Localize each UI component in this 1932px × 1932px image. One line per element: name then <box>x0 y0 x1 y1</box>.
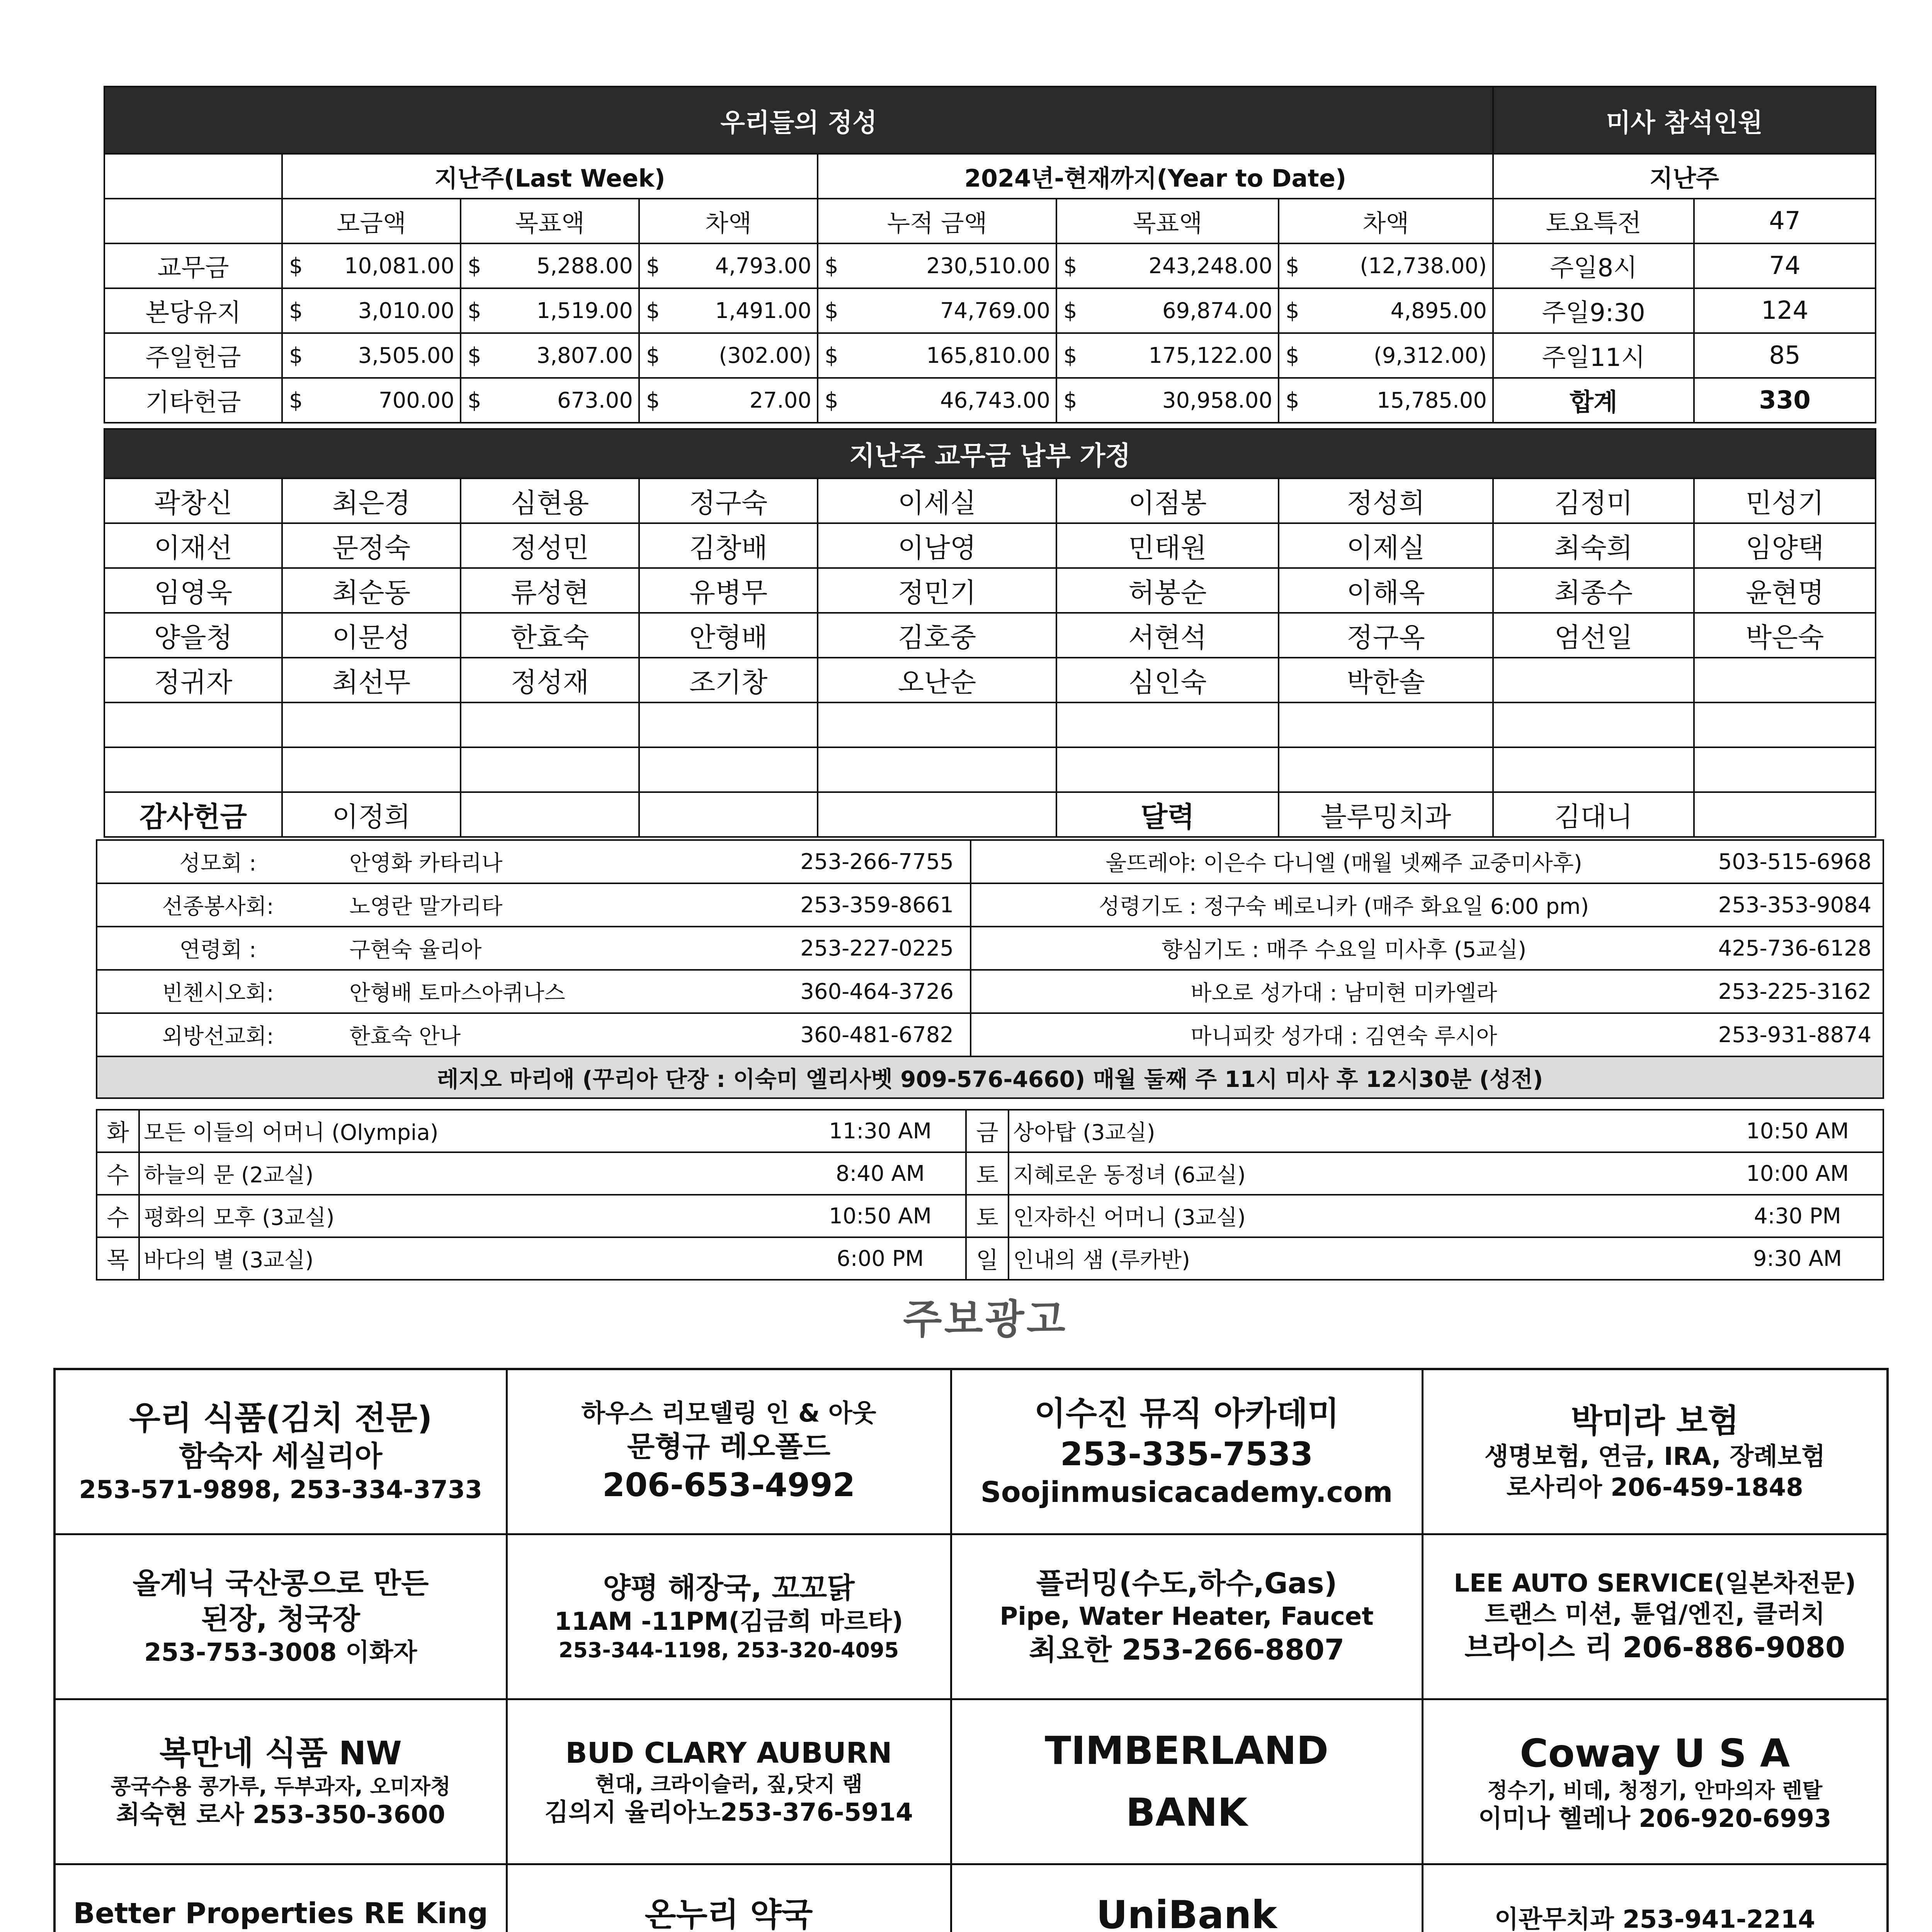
meeting-day: 토 <box>966 1152 1009 1195</box>
blank-cell <box>461 747 639 792</box>
donor-families-table <box>104 428 1876 838</box>
calendar-name: 김대니 <box>1493 792 1694 837</box>
meeting-day: 금 <box>966 1110 1009 1152</box>
donor-name: 조기창 <box>639 658 818 702</box>
donor-name: 정성민 <box>461 523 639 568</box>
ad-line: LEE AUTO SERVICE(일본차전문) <box>1454 1569 1856 1598</box>
donor-name: 엄선일 <box>1493 613 1694 658</box>
society-row <box>97 970 971 1013</box>
blank-cell <box>1056 702 1279 747</box>
donor-name: 김호중 <box>818 613 1056 658</box>
donor-name: 임양택 <box>1694 523 1876 568</box>
donor-name: 민성기 <box>1694 478 1876 523</box>
society-name: 성모회 : <box>179 851 257 876</box>
societies-table <box>96 839 1884 1099</box>
society-name: 외방선교회: <box>162 1024 274 1049</box>
ad-line: 253-753-3008 이화자 <box>144 1638 417 1667</box>
meeting-row <box>139 1237 966 1280</box>
praesidium-name: 인내의 샘 (루카반) <box>1013 1248 1190 1273</box>
ad-line: 된장, 청국장 <box>201 1602 360 1636</box>
ad-line: 트랜스 미션, 튠업/엔진, 클러치 <box>1485 1600 1825 1629</box>
blank-cell <box>818 747 1056 792</box>
ad-line: TIMBERLAND <box>1044 1728 1329 1773</box>
donor-name: 한효숙 <box>461 613 639 658</box>
donor-name: 이재선 <box>104 523 282 568</box>
society-row <box>971 840 1883 883</box>
ad-line: 온누리 약국 <box>645 1896 813 1932</box>
donor-name: 심현용 <box>461 478 639 523</box>
amount-cell: $ (12,738.00) <box>1279 243 1493 288</box>
ad-line: 253-335-7533 <box>1060 1435 1313 1473</box>
col-header: 누적 금액 <box>818 199 1056 243</box>
society-row <box>97 883 971 927</box>
ad-line: BUD CLARY AUBURN <box>565 1736 892 1770</box>
ad-line: 최요한 253-266-8807 <box>1029 1633 1345 1667</box>
society-name: 연령회 : <box>179 937 257 963</box>
ad-line: Soojinmusicacademy.com <box>980 1475 1393 1509</box>
ad-cell <box>951 1369 1422 1534</box>
ad-cell <box>54 1534 507 1699</box>
society-row <box>971 927 1883 970</box>
blank-cell <box>461 792 639 837</box>
praesidium-name: 상아탑 (3교실) <box>1013 1120 1155 1145</box>
amount-cell: $ 4,895.00 <box>1279 288 1493 333</box>
society-phone: 253-227-0225 <box>800 935 954 961</box>
legio-schedule-table <box>96 1109 1884 1281</box>
blank-corner <box>104 154 282 199</box>
donor-name: 이세실 <box>818 478 1056 523</box>
ad-line: Pipe, Water Heater, Faucet <box>1000 1602 1374 1631</box>
meeting-time: 11:30 AM <box>829 1118 932 1144</box>
amount-cell: $ (9,312.00) <box>1279 333 1493 378</box>
society-phone: 360-464-3726 <box>800 979 954 1004</box>
ad-line: UniBank <box>1096 1892 1277 1932</box>
donor-name: 정귀자 <box>104 658 282 702</box>
ad-line: 생명보험, 연금, IRA, 장례보험 <box>1484 1442 1825 1471</box>
amount-cell: $ 175,122.00 <box>1056 333 1279 378</box>
society-row <box>97 840 971 883</box>
ad-line: 함숙자 세실리아 <box>179 1440 383 1473</box>
society-info: 향심기도 : 매주 수요일 미사후 (5교실) <box>1161 937 1527 963</box>
attendance-last-week-header: 지난주 <box>1493 154 1876 199</box>
society-row <box>97 927 971 970</box>
praesidium-name: 하늘의 문 (2교실) <box>144 1163 314 1188</box>
society-leader: 한효숙 안나 <box>349 1024 461 1049</box>
donor-name: 류성현 <box>461 568 639 613</box>
ad-line: 콩국수용 콩가루, 두부과자, 오미자청 <box>111 1774 451 1799</box>
col-header: 모금액 <box>282 199 461 243</box>
ad-cell <box>951 1699 1422 1864</box>
legio-banner: 레지오 마리애 (꾸리아 단장 : 이숙미 엘리사벳 909-576-4660) 매월 둘째 주 11시 미사 후 12시30분 (성전) <box>97 1056 1883 1098</box>
ad-line: Coway U S A <box>1520 1730 1790 1776</box>
amount-cell: $ 27.00 <box>639 378 818 423</box>
ad-cell <box>1422 1369 1888 1534</box>
mass-name: 토요특전 <box>1493 199 1694 243</box>
amount-cell: $ 165,810.00 <box>818 333 1056 378</box>
calendar-sponsor: 블루밍치과 <box>1279 792 1493 837</box>
donor-name: 민태원 <box>1056 523 1279 568</box>
col-header: 차액 <box>1279 199 1493 243</box>
col-header: 목표액 <box>461 199 639 243</box>
donor-name: 최종수 <box>1493 568 1694 613</box>
blank-cell <box>282 702 461 747</box>
society-phone: 425-736-6128 <box>1718 935 1872 961</box>
ads-grid <box>53 1368 1889 1932</box>
amount-cell: $ 3,505.00 <box>282 333 461 378</box>
amount-cell: $ (302.00) <box>639 333 818 378</box>
meeting-time: 6:00 PM <box>837 1246 924 1271</box>
praesidium-name: 인자하신 어머니 (3교실) <box>1013 1205 1246 1230</box>
ad-cell <box>54 1369 507 1534</box>
ad-line: 253-571-9898, 253-334-3733 <box>79 1475 482 1504</box>
meeting-day: 토 <box>966 1195 1009 1237</box>
ad-cell <box>951 1534 1422 1699</box>
society-leader: 노영란 말가리타 <box>349 894 503 919</box>
society-phone: 253-266-7755 <box>800 849 954 874</box>
ad-line: Better Properties RE King <box>73 1896 488 1930</box>
donor-name: 이해옥 <box>1279 568 1493 613</box>
blank-cell <box>1694 702 1876 747</box>
donor-name: 윤현명 <box>1694 568 1876 613</box>
donor-name: 박한솔 <box>1279 658 1493 702</box>
society-phone: 253-931-8874 <box>1718 1022 1872 1048</box>
blank-cell <box>104 702 282 747</box>
ad-line: 양평 해장국, 꼬꼬닭 <box>603 1571 855 1605</box>
offerings-table <box>104 86 1876 423</box>
mass-count: 124 <box>1694 288 1876 333</box>
donor-name: 심인숙 <box>1056 658 1279 702</box>
society-row <box>971 970 1883 1013</box>
ad-line: 올게닉 국산콩으로 만든 <box>133 1566 429 1600</box>
meeting-day: 화 <box>97 1110 139 1152</box>
donor-name: 양을청 <box>104 613 282 658</box>
fund-label: 주일헌금 <box>104 333 282 378</box>
donor-name: 최은경 <box>282 478 461 523</box>
ad-line: 박미라 보험 <box>1571 1401 1739 1440</box>
thanks-offering-name: 이정희 <box>282 792 461 837</box>
ad-line: 정수기, 비데, 청정기, 안마의자 렌탈 <box>1487 1778 1823 1803</box>
mass-count: 74 <box>1694 243 1876 288</box>
donor-name: 임영욱 <box>104 568 282 613</box>
blank-cell <box>1694 792 1876 837</box>
amount-cell: $ 15,785.00 <box>1279 378 1493 423</box>
donor-name: 김창배 <box>639 523 818 568</box>
donor-name: 서현석 <box>1056 613 1279 658</box>
meeting-day: 수 <box>97 1152 139 1195</box>
ad-line: 11AM -11PM(김금희 마르타) <box>554 1607 903 1636</box>
society-row <box>97 1013 971 1056</box>
meeting-row <box>139 1195 966 1237</box>
donor-name: 김정미 <box>1493 478 1694 523</box>
donor-name: 정구옥 <box>1279 613 1493 658</box>
calendar-label: 달력 <box>1056 792 1279 837</box>
donor-name: 이문성 <box>282 613 461 658</box>
amount-cell: $ 5,288.00 <box>461 243 639 288</box>
offerings-title: 우리들의 정성 <box>104 87 1493 154</box>
donor-name: 정성재 <box>461 658 639 702</box>
blank-cell <box>1694 658 1876 702</box>
ad-line: 이관무치과 253-941-2214 <box>1494 1905 1815 1932</box>
society-leader: 안영화 카타리나 <box>349 851 503 876</box>
donor-name: 이점봉 <box>1056 478 1279 523</box>
donor-name: 문정숙 <box>282 523 461 568</box>
amount-cell: $ 3,010.00 <box>282 288 461 333</box>
amount-cell: $ 46,743.00 <box>818 378 1056 423</box>
mass-count: 85 <box>1694 333 1876 378</box>
amount-cell: $ 230,510.00 <box>818 243 1056 288</box>
ad-line: 김의지 율리아노253-376-5914 <box>544 1798 913 1827</box>
col-header: 목표액 <box>1056 199 1279 243</box>
praesidium-name: 모든 이들의 어머니 (Olympia) <box>144 1120 439 1145</box>
mass-name: 주일8시 <box>1493 243 1694 288</box>
society-info: 성령기도 : 정구숙 베로니카 (매주 화요일 6:00 pm) <box>1099 894 1589 919</box>
ad-line: 복만네 식품 NW <box>159 1734 402 1772</box>
blank-cell <box>461 702 639 747</box>
meeting-row <box>1009 1237 1883 1280</box>
amount-cell: $ 1,491.00 <box>639 288 818 333</box>
amount-cell: $ 700.00 <box>282 378 461 423</box>
donor-name: 정구숙 <box>639 478 818 523</box>
meeting-day: 일 <box>966 1237 1009 1280</box>
amount-cell: $ 243,248.00 <box>1056 243 1279 288</box>
ad-line: 플러밍(수도,하수,Gas) <box>1036 1566 1337 1600</box>
mass-name: 주일9:30 <box>1493 288 1694 333</box>
attendance-total-label: 합계 <box>1493 378 1694 423</box>
ad-line: 하우스 리모델링 인 & 아웃 <box>581 1399 876 1428</box>
blank-cell <box>282 747 461 792</box>
meeting-time: 10:50 AM <box>1746 1118 1849 1144</box>
ad-cell <box>54 1699 507 1864</box>
last-week-header: 지난주(Last Week) <box>282 154 818 199</box>
donor-name: 허봉순 <box>1056 568 1279 613</box>
fund-label: 기타헌금 <box>104 378 282 423</box>
praesidium-name: 평화의 모후 (3교실) <box>144 1205 335 1230</box>
mass-count: 47 <box>1694 199 1876 243</box>
amount-cell: $ 3,807.00 <box>461 333 639 378</box>
society-phone: 253-359-8661 <box>800 892 954 918</box>
ad-line: 206-653-4992 <box>602 1466 855 1504</box>
amount-cell: $ 4,793.00 <box>639 243 818 288</box>
ad-cell <box>951 1864 1422 1932</box>
society-phone: 253-225-3162 <box>1718 979 1872 1004</box>
blank-cell <box>1493 658 1694 702</box>
ad-line: 우리 식품(김치 전문) <box>129 1399 432 1437</box>
blank-cell <box>639 792 818 837</box>
amount-cell: $ 30,958.00 <box>1056 378 1279 423</box>
society-phone: 253-353-9084 <box>1718 892 1872 918</box>
society-name: 빈첸시오회: <box>162 981 274 1006</box>
ad-line: 로사리아 206-459-1848 <box>1506 1473 1803 1502</box>
society-row <box>971 1013 1883 1056</box>
meeting-row <box>139 1110 966 1152</box>
blank-cell <box>639 702 818 747</box>
blank-cell <box>1056 747 1279 792</box>
ad-cell <box>507 1534 951 1699</box>
blank-cell <box>1694 747 1876 792</box>
ad-cell <box>507 1864 951 1932</box>
amount-cell: $ 74,769.00 <box>818 288 1056 333</box>
amount-cell: $ 1,519.00 <box>461 288 639 333</box>
blank-cell <box>818 702 1056 747</box>
ads-title: 주보광고 <box>903 1296 1068 1343</box>
ad-line: 이수진 뮤직 아카데미 <box>1034 1394 1339 1432</box>
ad-cell <box>1422 1864 1888 1932</box>
society-leader: 구현숙 율리아 <box>349 937 482 963</box>
ad-line: 현대, 크라이슬러, 짚,닷지 램 <box>595 1772 862 1796</box>
meeting-day: 목 <box>97 1237 139 1280</box>
meeting-time: 10:00 AM <box>1746 1161 1849 1186</box>
donor-name: 박은숙 <box>1694 613 1876 658</box>
donor-name: 최선무 <box>282 658 461 702</box>
praesidium-name: 바다의 별 (3교실) <box>144 1248 314 1273</box>
blank-cell <box>1493 747 1694 792</box>
ad-cell <box>1422 1534 1888 1699</box>
col-header: 차액 <box>639 199 818 243</box>
donor-name: 최숙희 <box>1493 523 1694 568</box>
thanks-offering-label: 감사헌금 <box>104 792 282 837</box>
fund-label: 본당유지 <box>104 288 282 333</box>
ad-cell <box>507 1369 951 1534</box>
meeting-row <box>1009 1110 1883 1152</box>
donor-name: 최순동 <box>282 568 461 613</box>
society-info: 마니피캇 성가대 : 김연숙 루시아 <box>1190 1024 1497 1049</box>
fund-label: 교무금 <box>104 243 282 288</box>
donor-name: 이남영 <box>818 523 1056 568</box>
blank-corner <box>104 199 282 243</box>
ad-line: 브라이스 리 206-886-9080 <box>1464 1631 1845 1664</box>
society-info: 울뜨레야: 이은수 다니엘 (매월 넷째주 교중미사후) <box>1105 851 1582 876</box>
ad-line: 이미나 헬레나 206-920-6993 <box>1478 1804 1832 1833</box>
ad-cell <box>1422 1699 1888 1864</box>
society-phone: 360-481-6782 <box>800 1022 954 1048</box>
meeting-time: 10:50 AM <box>829 1203 932 1229</box>
meeting-row <box>1009 1152 1883 1195</box>
ad-line: 문형규 레오폴드 <box>627 1430 831 1464</box>
meeting-time: 4:30 PM <box>1754 1203 1841 1229</box>
mass-name: 주일11시 <box>1493 333 1694 378</box>
society-phone: 503-515-6968 <box>1718 849 1872 874</box>
donor-name: 정민기 <box>818 568 1056 613</box>
donor-name: 이제실 <box>1279 523 1493 568</box>
society-info: 바오로 성가대 : 남미현 미카엘라 <box>1190 981 1497 1006</box>
blank-cell <box>1493 702 1694 747</box>
meeting-day: 수 <box>97 1195 139 1237</box>
donor-name: 정성희 <box>1279 478 1493 523</box>
ad-line: 253-344-1198, 253-320-4095 <box>558 1638 899 1662</box>
attendance-title: 미사 참석인원 <box>1493 87 1876 154</box>
blank-cell <box>1279 747 1493 792</box>
praesidium-name: 지혜로운 동정녀 (6교실) <box>1013 1163 1246 1188</box>
meeting-row <box>1009 1195 1883 1237</box>
blank-cell <box>104 747 282 792</box>
donor-name: 유병무 <box>639 568 818 613</box>
donor-name: 안형배 <box>639 613 818 658</box>
amount-cell: $ 69,874.00 <box>1056 288 1279 333</box>
meeting-time: 9:30 AM <box>1753 1246 1842 1271</box>
amount-cell: $ 673.00 <box>461 378 639 423</box>
donor-name: 곽창신 <box>104 478 282 523</box>
amount-cell: $ 10,081.00 <box>282 243 461 288</box>
blank-cell <box>639 747 818 792</box>
meeting-row <box>139 1152 966 1195</box>
ad-cell <box>507 1699 951 1864</box>
meeting-time: 8:40 AM <box>835 1161 925 1186</box>
ad-line: BANK <box>1126 1790 1248 1835</box>
blank-cell <box>1279 702 1493 747</box>
ytd-header: 2024년-현재까지(Year to Date) <box>818 154 1493 199</box>
society-name: 선종봉사회: <box>162 894 274 919</box>
blank-cell <box>818 792 1056 837</box>
ad-cell <box>54 1864 507 1932</box>
attendance-total: 330 <box>1694 378 1876 423</box>
society-row <box>971 883 1883 927</box>
society-leader: 안형배 토마스아퀴나스 <box>349 981 565 1006</box>
donor-families-title: 지난주 교무금 납부 가정 <box>104 429 1876 478</box>
ad-line: 최숙현 로사 253-350-3600 <box>116 1801 446 1830</box>
donor-name: 오난순 <box>818 658 1056 702</box>
